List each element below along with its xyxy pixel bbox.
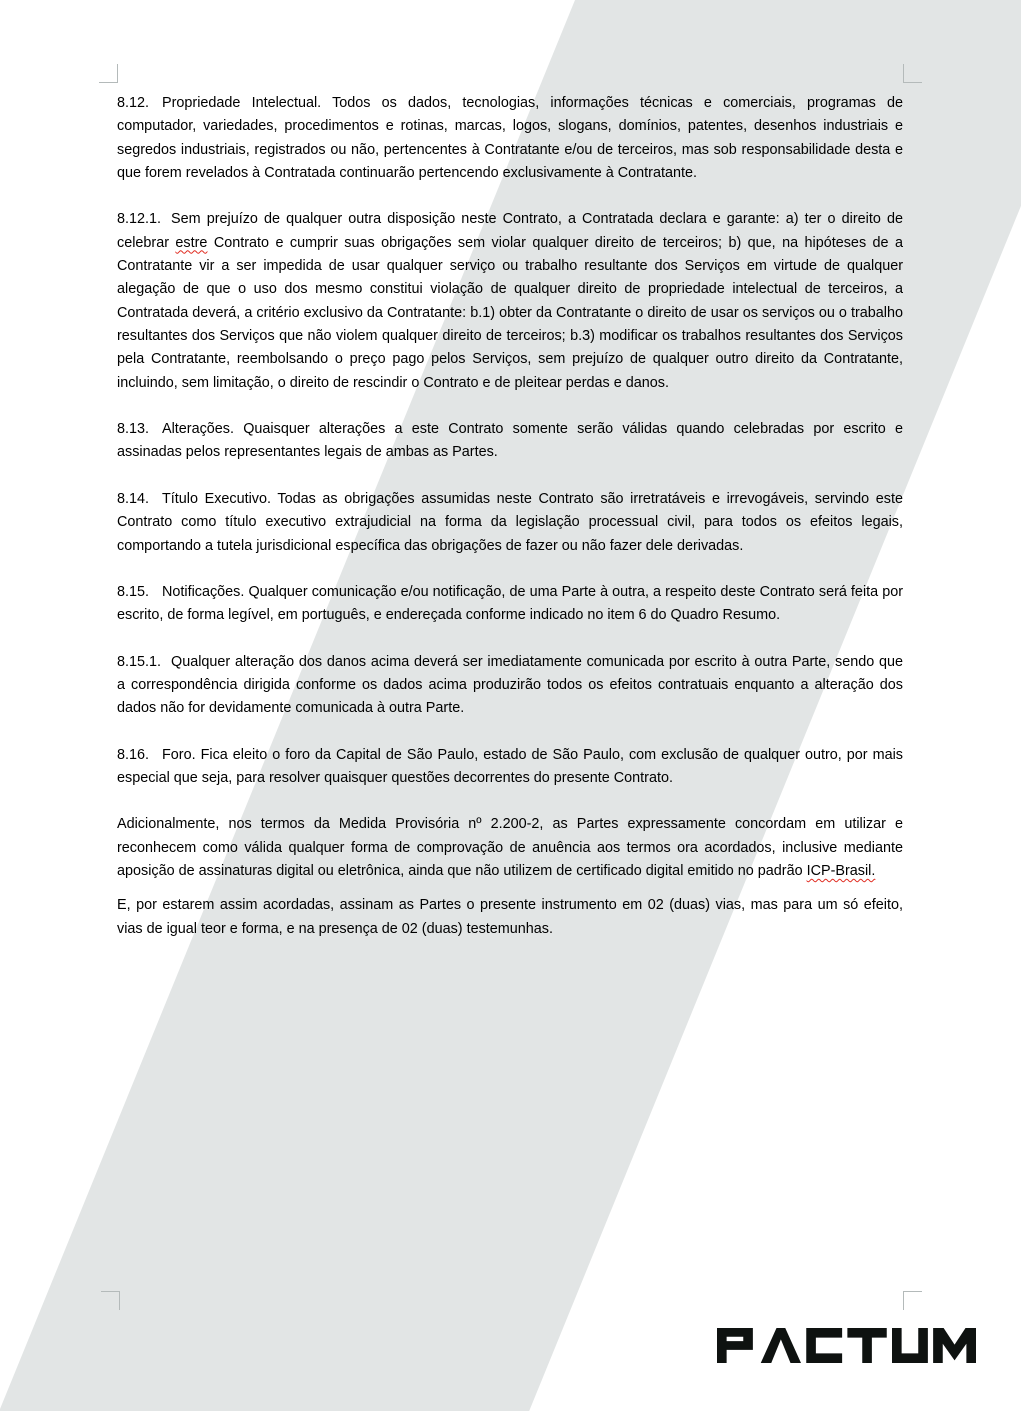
crop-mark-bottom-right <box>903 1291 922 1310</box>
paragraph-adicionalmente <box>117 813 903 883</box>
clause-number: 8.16. <box>117 746 150 763</box>
clause-8-12 <box>117 92 903 185</box>
clause-number: 8.12.1. <box>117 211 162 228</box>
clause-text: Notificações. Qualquer comunicação e/ou notificação, de uma Parte à outra, a respeito deste Contrato será feita por escrito, de forma legível, em português, e endereçada conforme indicado no item 6 do Quadro Resumo. <box>117 583 903 624</box>
clause-text: Qualquer alteração dos danos acima deverá ser imediatamente comunicada por escrito à outra Parte, sendo que a correspondência dirigida conforme os dados acima produzirão todos os efeitos contratuais enquanto a alteração dos dados não for devidamente comunicada à outra Parte. <box>117 653 903 717</box>
crop-mark-top-right <box>903 64 922 83</box>
clause-text: Alterações. Quaisquer alterações a este Contrato somente serão válidas quando celebradas por escrito e assinadas pelos representantes legais de ambas as Partes. <box>117 421 903 461</box>
clause-text: E, por estarem assim acordadas, assinam as Partes o presente instrumento em 02 (duas) vias, mas para um só efeito, vias de igual teor e forma, e na presença de 02 (duas) testemunhas. <box>117 897 903 937</box>
clause-8-12-1 <box>117 208 903 395</box>
clause-text-segment: Contrato e cumprir suas obrigações sem violar qualquer direito de terceiros; b) que, na hipóteses de a Contratante vir a ser impedida de usar qualquer serviço ou trabalho resultante dos Serviços em virtude de qualquer alegação de que o uso dos mesmo constitui violação de qualquer direito de propriedade intelectual de terceiros, a Contratada deverá, a critério exclusivo da Contratante: b.1) obter da Contratante o direito de usar os serviços ou o trabalho resultantes dos Serviços que não violem qualquer direito de terceiros; b.3) modificar os trabalhos resultantes dos Serviços pela Contratante, reembolsando o preço pago pelos Serviços, sem prejuízo de qualquer outro direito da Contratante, incluindo, sem limitação, o direito de rescindir o Contrato e de pleitear perdas e danos. <box>117 234 903 391</box>
clause-text: Propriedade Intelectual. Todos os dados, tecnologias, informações técnicas e comerciais, programas de computador, variedades, procedimentos e rotinas, marcas, logos, slogans, domínios, patentes, desenhos industriais e segredos industriais, registrados ou não, pertencentes à Contratante e/ou de terceiros, mas sob responsabilidade desta e que forem revelados à Contratada continuarão pertencendo exclusivamente à Contratante. <box>117 95 903 182</box>
pactum-logo-graphic <box>715 1328 978 1363</box>
misspelled-word: estre <box>175 234 208 251</box>
clause-text: Título Executivo. Todas as obrigações assumidas neste Contrato são irretratáveis e irrevogáveis, servindo este Contrato como título executivo extrajudicial na forma da legislação processual civil, para todos os efeitos legais, comportando a tutela jurisdicional específica das obrigações de fazer ou não fazer dele derivadas. <box>117 490 903 554</box>
clause-text-segment: Adicionalmente, nos termos da Medida Provisória nº 2.200-2, as Partes expressamente concordam em utilizar e reconhecem como válida qualquer forma de comprovação de anuência aos termos ora acordados, inclusive mediante aposição de assinaturas digital ou eletrônica, ainda que não utilizem de certificado digital emitido no padrão <box>117 816 903 879</box>
clause-8-15 <box>117 581 903 628</box>
contract-body <box>117 92 903 964</box>
clause-8-14 <box>117 488 903 558</box>
clause-8-13 <box>117 418 903 465</box>
clause-number: 8.12. <box>117 95 150 111</box>
clause-number: 8.15.1. <box>117 653 162 670</box>
crop-mark-bottom-left <box>101 1291 120 1310</box>
clause-number: 8.15. <box>117 583 150 600</box>
paragraph-closing <box>117 894 903 941</box>
clause-8-16 <box>117 744 903 791</box>
clause-text: Foro. Fica eleito o foro da Capital de São Paulo, estado de São Paulo, com exclusão de qualquer outro, por mais especial que seja, para resolver quaisquer questões decorrentes do presente Contrato. <box>117 746 903 786</box>
clause-8-15-1 <box>117 651 903 721</box>
clause-number: 8.13. <box>117 421 150 438</box>
clause-number: 8.14. <box>117 490 150 507</box>
pactum-logo <box>715 1328 978 1363</box>
clause-text-segment: Sem prejuízo de qualquer outra disposição neste Contrato, a Contratada declara e garante: a) ter o direito de celebrar <box>117 211 903 251</box>
misspelled-word: ICP-Brasil. <box>806 862 876 879</box>
crop-mark-top-left <box>99 64 118 83</box>
